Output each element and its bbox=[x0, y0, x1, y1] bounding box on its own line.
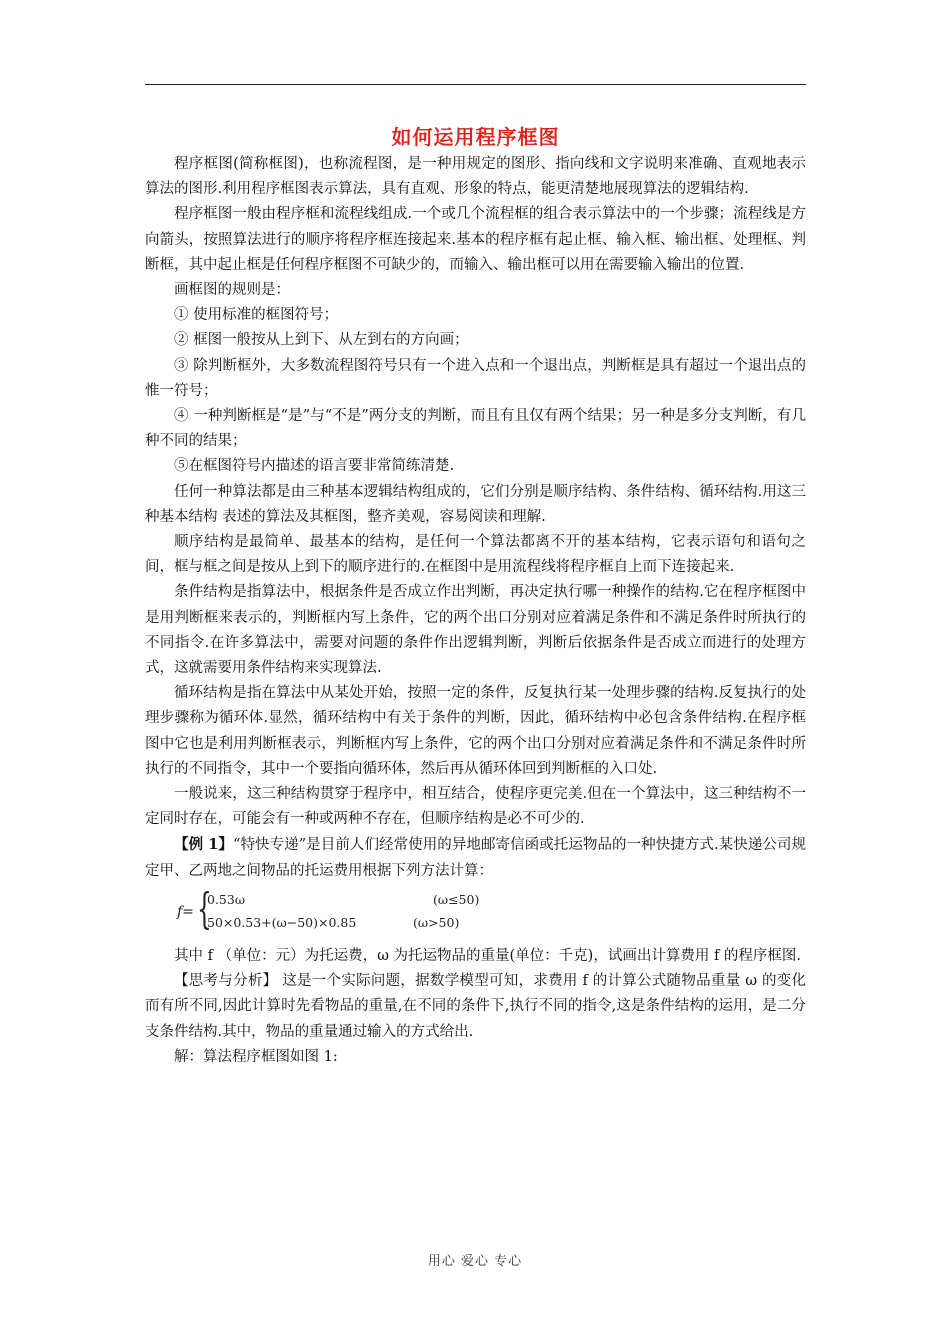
formula-lhs: f= bbox=[177, 903, 194, 920]
page-footer: 用心 爱心 专心 bbox=[427, 1254, 523, 1269]
rule-item-5: ⑤在框图符号内描述的语言要非常简练清楚. bbox=[174, 458, 455, 475]
example-text: “特快专递”是目前人们经常使用的异地邮寄信函或托运物品的一种快捷方式.某快递公司规定甲、乙两地之间物品的托运费用根据下列方法计算： bbox=[145, 837, 806, 879]
rule-item-2: ② 框图一般按从上到下、从左到右的方向画； bbox=[174, 332, 469, 349]
paragraph: 循环结构是指在算法中从某处开始，按照一定的条件，反复执行某一处理步骤的结构.反复执行的处理步骤称为循环体.显然，循环结构中有关于条件的判断，因此，循环结构中必包含条件结构.在程序框图中它也是利用判断框表示，判断框内写上条件，它的两个出口分别对应着满足条件和不满足条件时所执行的不同指令，其中一个要指向循环体，然后再从循环体回到判断框的入口处. bbox=[145, 685, 806, 777]
page-title: 如何运用程序框图 bbox=[391, 125, 560, 149]
piecewise-formula bbox=[145, 883, 806, 938]
paragraph: 一般说来，这三种结构贯穿于程序中，相互结合，使程序更完美.但在一个算法中，这三种结构不一定同时存在，可能会有一种或两种不存在，但顺序结构是必不可少的. bbox=[145, 786, 806, 828]
document-body bbox=[145, 118, 806, 1070]
analysis-paragraph bbox=[145, 969, 806, 1045]
paragraph: 顺序结构是最简单、最基本的结构，是任何一个算法都离不开的基本结构，它表示语句和语句之间，框与框之间是按从上到下的顺序进行的.在框图中是用流程线将程序框自上而下连接起来. bbox=[145, 534, 806, 576]
formula-condition-1: (ω≤50) bbox=[433, 891, 480, 907]
rule-item-3: ③ 除判断框外，大多数流程图符号只有一个进入点和一个退出点，判断框是具有超过一个退出点的惟一符号； bbox=[145, 357, 806, 399]
solution-line: 解：算法程序框图如图 1: bbox=[174, 1048, 338, 1065]
analysis-text: 这是一个实际问题，据数学模型可知，求费用 f 的计算公式随物品重量 ω 的变化而有所不同,因此计算时先看物品的重量,在不同的条件下,执行不同的指令,这是条件结构的运用，是二分支条件结构.其中，物品的重量通过输入的方式给出. bbox=[145, 973, 807, 1040]
example-label: 【例 1】 bbox=[174, 836, 233, 854]
formula-brace: { bbox=[197, 883, 212, 933]
paragraph: 程序框图一般由程序框和流程线组成.一个或几个流程框的组合表示算法中的一个步骤；流程线是方向箭头，按照算法进行的顺序将程序框连接起来.基本的程序框有起止框、输入框、输出框、处理框、判断框，其中起止框是任何程序框图不可缺少的，而输入、输出框可以用在需要输入输出的位置. bbox=[145, 206, 806, 273]
formula-case-1: 0.53ω bbox=[207, 891, 246, 907]
paragraph: 画框图的规则是： bbox=[174, 282, 290, 299]
analysis-label: 【思考与分析】 bbox=[174, 973, 278, 990]
paragraph: 条件结构是指算法中，根据条件是否成立作出判断，再决定执行哪一种操作的结构.它在程序框图中是用判断框来表示的，判断框内写上条件，它的两个出口分别对应着满足条件和不满足条件时所执行的不同指令.在许多算法中，需要对问题的条件作出逻辑判断，判断后依据条件是否成立而进行的处理方式，这就需要用条件结构来实现算法. bbox=[145, 584, 806, 677]
paragraph: 程序框图(简称框图)，也称流程图，是一种用规定的图形、指向线和文字说明来准确、直观地表示算法的图形.利用程序框图表示算法，具有直观、形象的特点，能更清楚地展现算法的逻辑结构. bbox=[145, 156, 806, 198]
rule-item-1: ① 使用标准的框图符号； bbox=[174, 307, 339, 324]
rule-item-4: ④ 一种判断框是“是”与“不是”两分支的判断，而且有且仅有两个结果；另一种是多分支判断，有几种不同的结果； bbox=[145, 408, 806, 450]
paragraph: 其中 f （单位：元）为托运费，ω 为托运物品的重量(单位：千克)，试画出计算费用 f 的程序框图. bbox=[174, 947, 802, 964]
formula-condition-2: (ω>50) bbox=[413, 914, 460, 930]
paragraph: 任何一种算法都是由三种基本逻辑结构组成的，它们分别是顺序结构、条件结构、循环结构.用这三种基本结构 表述的算法及其框图，整齐美观，容易阅读和理解. bbox=[145, 483, 806, 525]
header-rule bbox=[145, 84, 806, 85]
formula-case-2: 50×0.53+(ω−50)×0.85 bbox=[207, 914, 357, 930]
example-paragraph bbox=[145, 832, 806, 883]
